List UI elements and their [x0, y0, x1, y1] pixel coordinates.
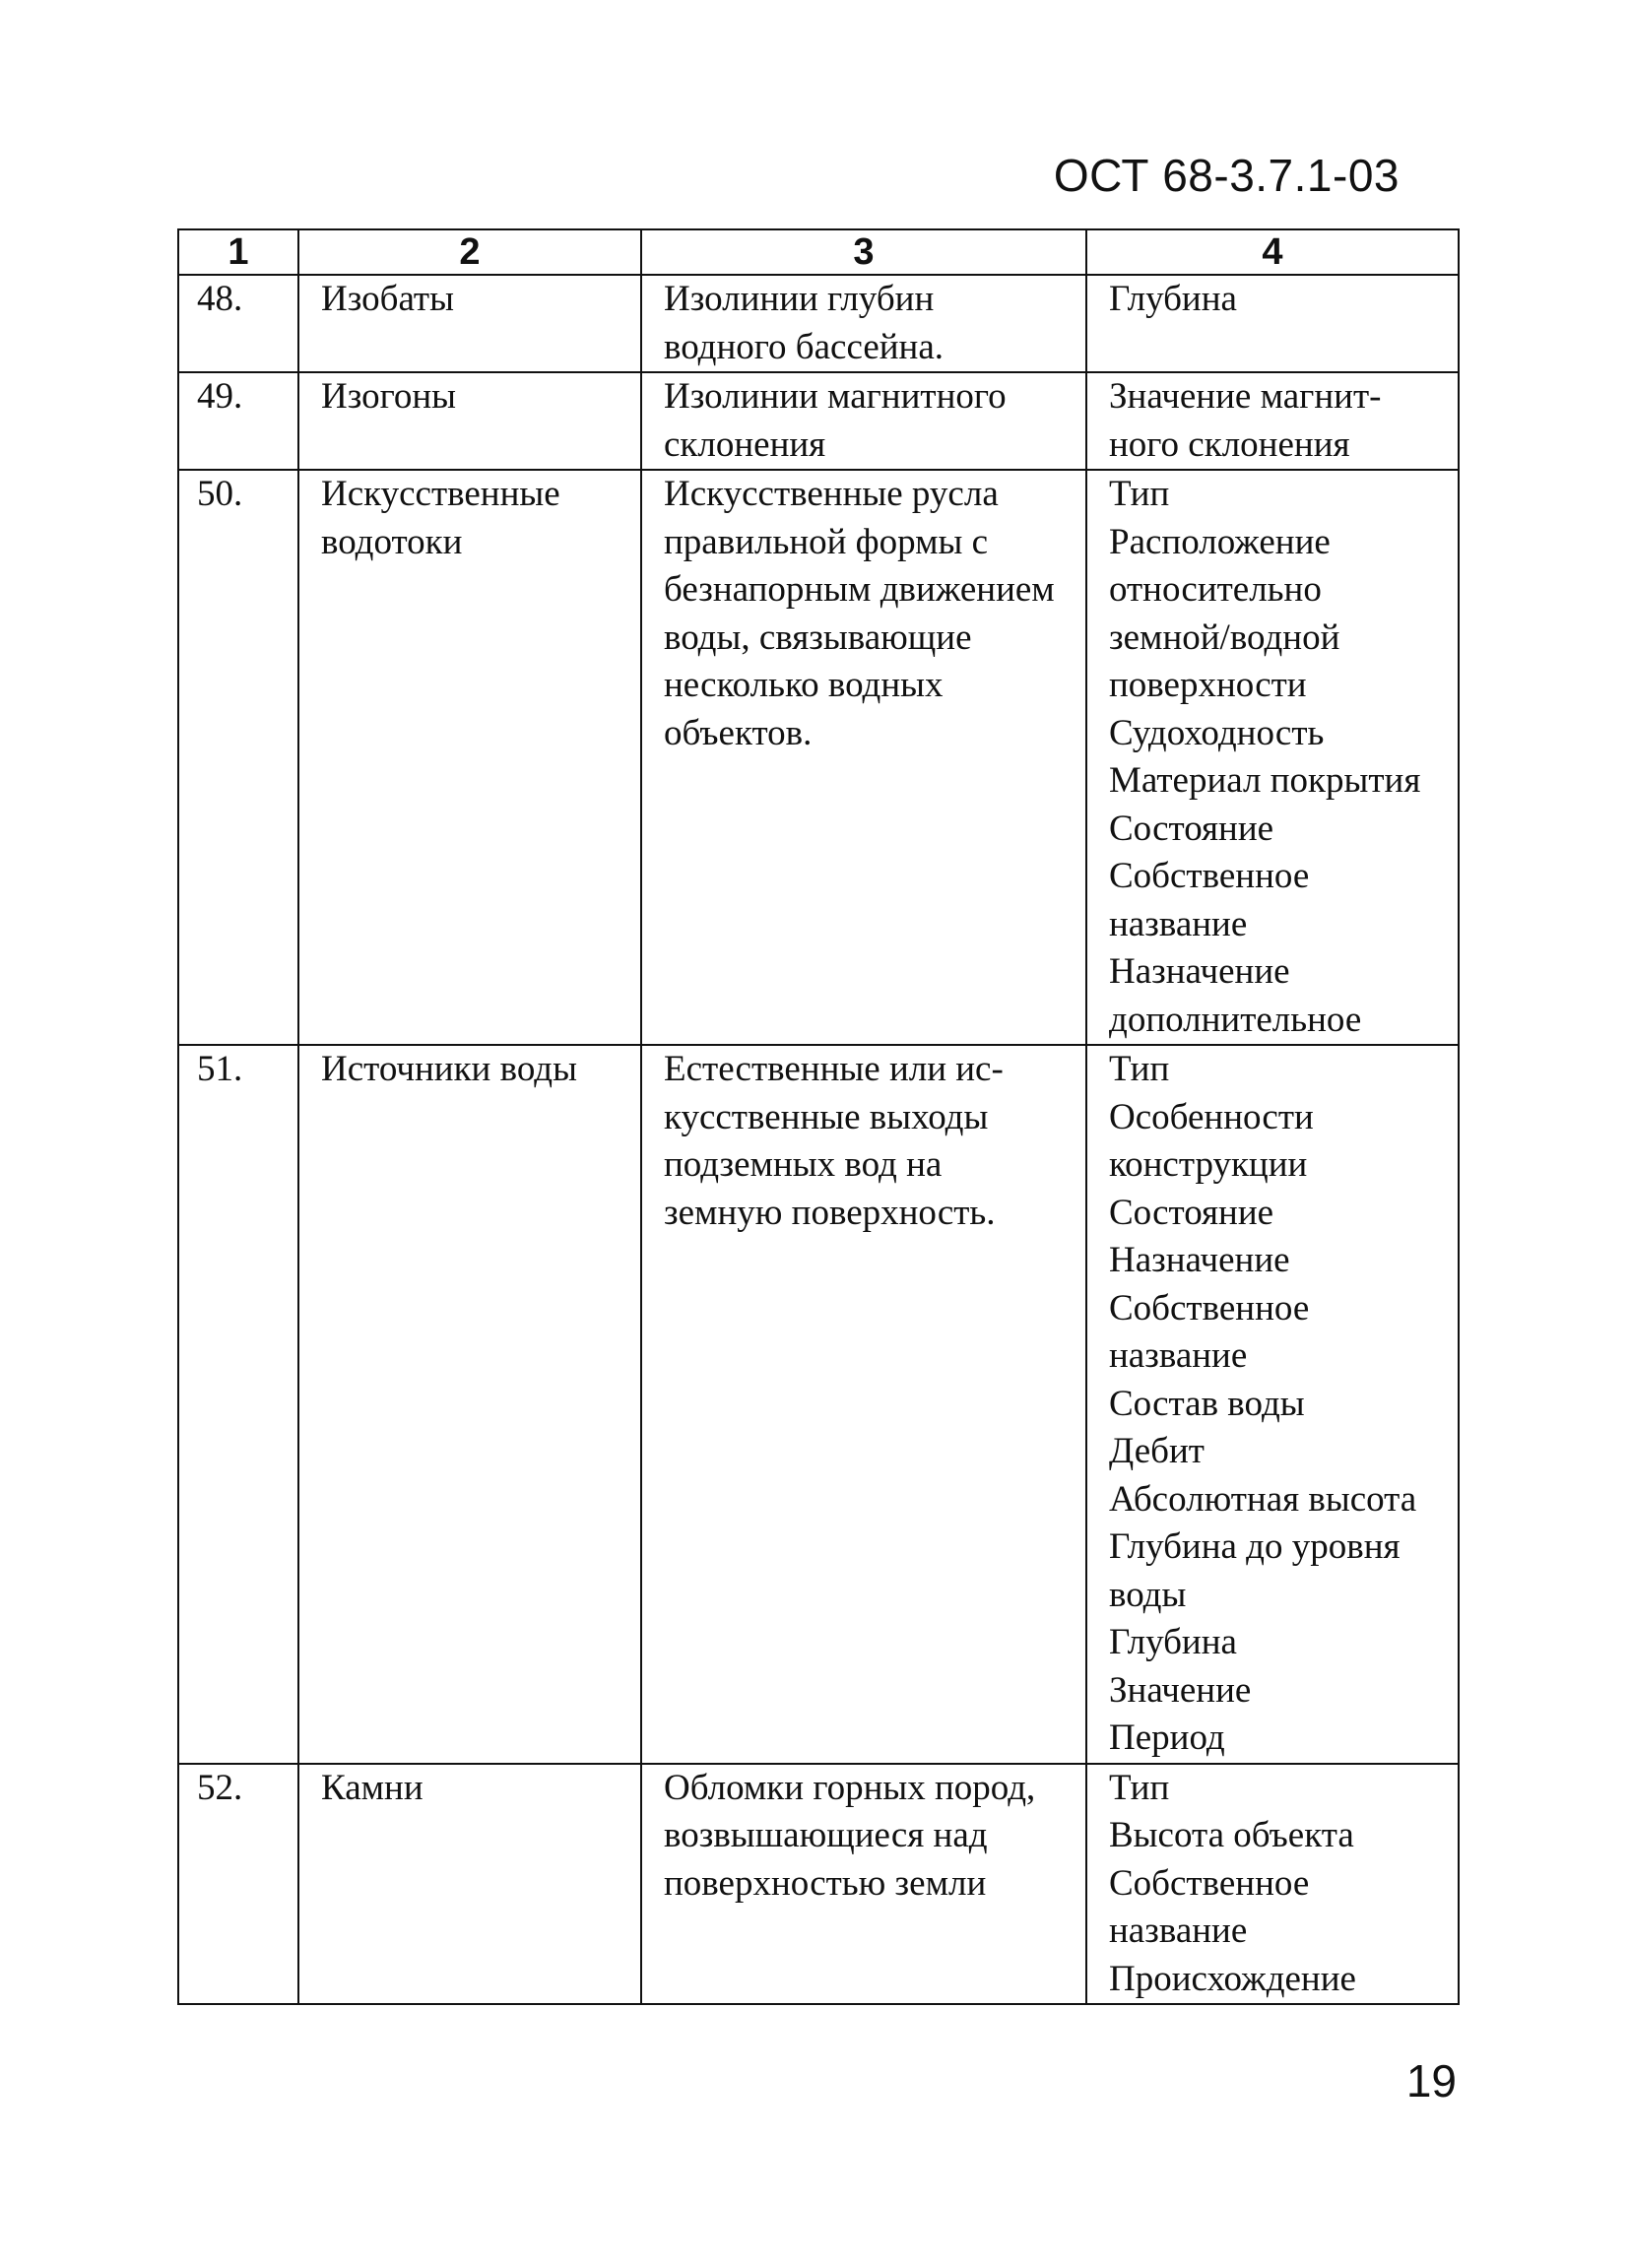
- attribute-line: Глубина: [1109, 1622, 1237, 1662]
- table-row: [178, 275, 1459, 372]
- row-number-cell: 51.: [178, 1045, 298, 1764]
- definition-line: Изолинии магнитного: [664, 376, 1007, 417]
- definition-cell: [641, 275, 1086, 372]
- column-header-attributes: 4: [1086, 229, 1459, 275]
- definition-cell: [641, 1045, 1086, 1764]
- column-header-name: 2: [298, 229, 641, 275]
- name-line: Камни: [321, 1767, 424, 1808]
- name-line: водотоки: [321, 521, 463, 562]
- column-header-definition: 3: [641, 229, 1086, 275]
- row-number-cell: 49.: [178, 372, 298, 470]
- object-name-cell: [298, 275, 641, 372]
- attribute-line: Тип: [1109, 474, 1170, 514]
- attribute-line: Состояние: [1109, 808, 1274, 849]
- column-header-number: 1: [178, 229, 298, 275]
- definition-line: подземных вод на: [664, 1144, 943, 1185]
- name-line: Изобаты: [321, 279, 454, 319]
- definition-line: кусственные выходы: [664, 1096, 989, 1137]
- page-number: 19: [1405, 2055, 1457, 2106]
- name-line: Изогоны: [321, 376, 457, 417]
- definition-cell: [641, 372, 1086, 470]
- definition-line: поверхностью земли: [664, 1862, 987, 1904]
- attribute-line: Судоходность: [1109, 712, 1325, 753]
- object-name-cell: [298, 372, 641, 470]
- row-number-cell: 52.: [178, 1764, 298, 2005]
- definition-line: несколько водных: [664, 665, 944, 705]
- definition-line: земную поверхность.: [664, 1192, 996, 1233]
- definition-line: объектов.: [664, 712, 813, 753]
- attribute-line: Особенности: [1109, 1096, 1314, 1137]
- definition-line: Изолинии глубин: [664, 279, 935, 319]
- definition-line: Обломки горных пород,: [664, 1767, 1036, 1808]
- attribute-line: Материал покрытия: [1109, 760, 1421, 801]
- attribute-line: дополнительное: [1109, 999, 1362, 1040]
- attribute-line: относительно: [1109, 569, 1322, 610]
- attribute-line: название: [1109, 1335, 1248, 1376]
- attributes-cell: [1086, 1764, 1459, 2005]
- name-line: Источники воды: [321, 1049, 577, 1089]
- attributes-cell: [1086, 275, 1459, 372]
- attribute-line: Назначение: [1109, 951, 1290, 992]
- object-name-cell: [298, 470, 641, 1045]
- attribute-line: Высота объекта: [1109, 1815, 1354, 1855]
- definition-line: Искусственные русла: [664, 474, 999, 514]
- attribute-line: Дебит: [1109, 1431, 1205, 1471]
- objects-table: [177, 228, 1460, 2005]
- table-row: [178, 470, 1459, 1045]
- definition-line: правильной формы с: [664, 521, 989, 562]
- attribute-line: Значение магнит-: [1109, 376, 1382, 417]
- table-row: [178, 1045, 1459, 1764]
- attribute-line: название: [1109, 903, 1248, 944]
- row-number-cell: 50.: [178, 470, 298, 1045]
- attribute-line: Период: [1109, 1717, 1225, 1758]
- attribute-line: Собственное: [1109, 1287, 1310, 1328]
- object-name-cell: [298, 1764, 641, 2005]
- attribute-line: Тип: [1109, 1049, 1170, 1089]
- attributes-cell: [1086, 470, 1459, 1045]
- attribute-line: Расположение: [1109, 521, 1331, 562]
- attribute-line: земной/водной: [1109, 616, 1340, 658]
- attribute-line: поверхности: [1109, 665, 1307, 705]
- attribute-line: Назначение: [1109, 1240, 1290, 1280]
- table-header-row: [178, 229, 1459, 275]
- attribute-line: Происхождение: [1109, 1958, 1356, 1999]
- object-name-cell: [298, 1045, 641, 1764]
- attribute-line: конструкции: [1109, 1144, 1308, 1185]
- attribute-line: Собственное: [1109, 1862, 1310, 1904]
- table-row: [178, 372, 1459, 470]
- definition-line: возвышающиеся над: [664, 1815, 988, 1855]
- attribute-line: Значение: [1109, 1669, 1252, 1711]
- definition-line: водного бассейна.: [664, 326, 945, 367]
- definition-line: воды, связывающие: [664, 616, 972, 658]
- attribute-line: Глубина до уровня: [1109, 1526, 1401, 1567]
- row-number-cell: 48.: [178, 275, 298, 372]
- document-code: ОСТ 68-3.7.1-03: [1053, 150, 1400, 201]
- attribute-line: Состав воды: [1109, 1383, 1305, 1424]
- attribute-line: Состояние: [1109, 1192, 1274, 1233]
- attribute-line: Собственное: [1109, 856, 1310, 896]
- attribute-line: ного склонения: [1109, 423, 1350, 465]
- attribute-line: название: [1109, 1911, 1248, 1951]
- attribute-line: воды: [1109, 1574, 1187, 1615]
- attribute-line: Глубина: [1109, 279, 1237, 319]
- attributes-cell: [1086, 1045, 1459, 1764]
- attribute-line: Тип: [1109, 1767, 1170, 1808]
- definition-cell: [641, 1764, 1086, 2005]
- name-line: Искусственные: [321, 474, 560, 514]
- attributes-cell: [1086, 372, 1459, 470]
- definition-cell: [641, 470, 1086, 1045]
- table-row: [178, 1764, 1459, 2005]
- definition-line: Естественные или ис-: [664, 1049, 1004, 1089]
- attribute-line: Абсолютная высота: [1109, 1478, 1417, 1520]
- definition-line: безнапорным движением: [664, 569, 1055, 610]
- definition-line: склонения: [664, 423, 826, 465]
